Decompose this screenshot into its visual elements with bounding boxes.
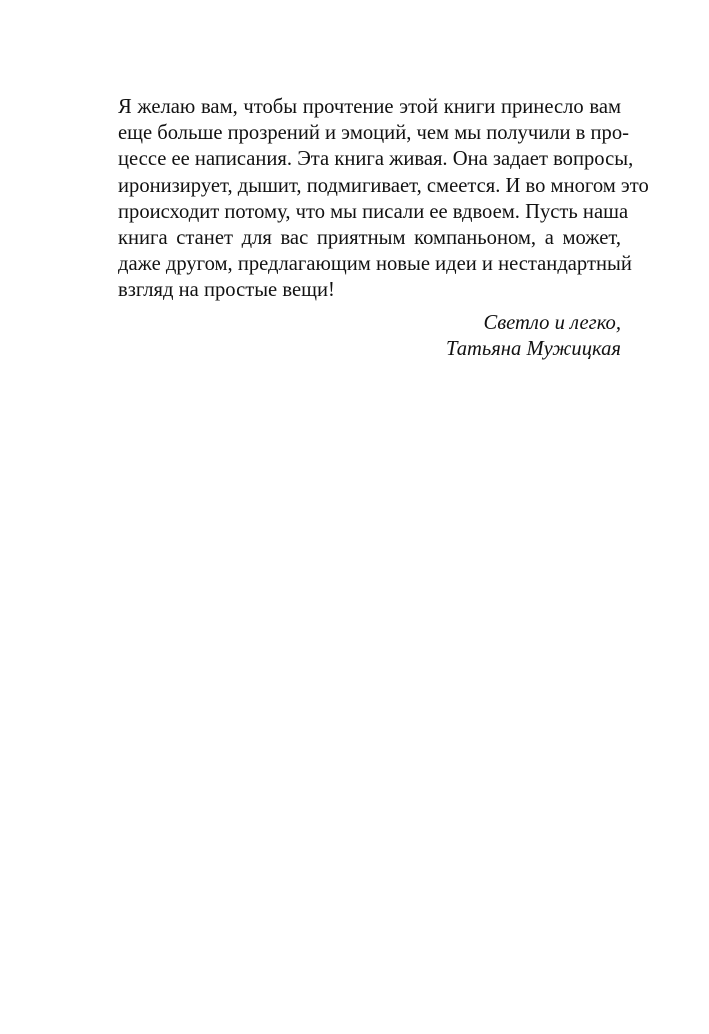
paragraph-line: происходит потому, что мы писали ее вдвоем. Пусть наша	[118, 200, 629, 223]
signature-closing: Светло и легко,	[483, 311, 621, 334]
body-paragraph	[84, 94, 649, 304]
paragraph-line: иронизирует, дышит, подмигивает, смеется. И во многом это	[118, 174, 649, 197]
signature-author: Татьяна Мужицкая	[445, 337, 621, 360]
paragraph-line: Я желаю вам, чтобы прочтение этой книги принесло вам	[118, 96, 621, 118]
paragraph-line: книга станет для вас приятным компаньоном, а может,	[118, 227, 621, 250]
signature-block	[84, 310, 621, 362]
paragraph-line: даже другом, предлагающим новые идеи и нестандартный	[118, 253, 632, 276]
page-text-block	[84, 94, 649, 362]
paragraph-line: еще больше прозрений и эмоций, чем мы получили в про-	[118, 122, 630, 145]
paragraph-line: взгляд на простые вещи!	[118, 279, 335, 302]
paragraph-line: цессе ее написания. Эта книга живая. Она задает вопросы,	[118, 148, 634, 171]
